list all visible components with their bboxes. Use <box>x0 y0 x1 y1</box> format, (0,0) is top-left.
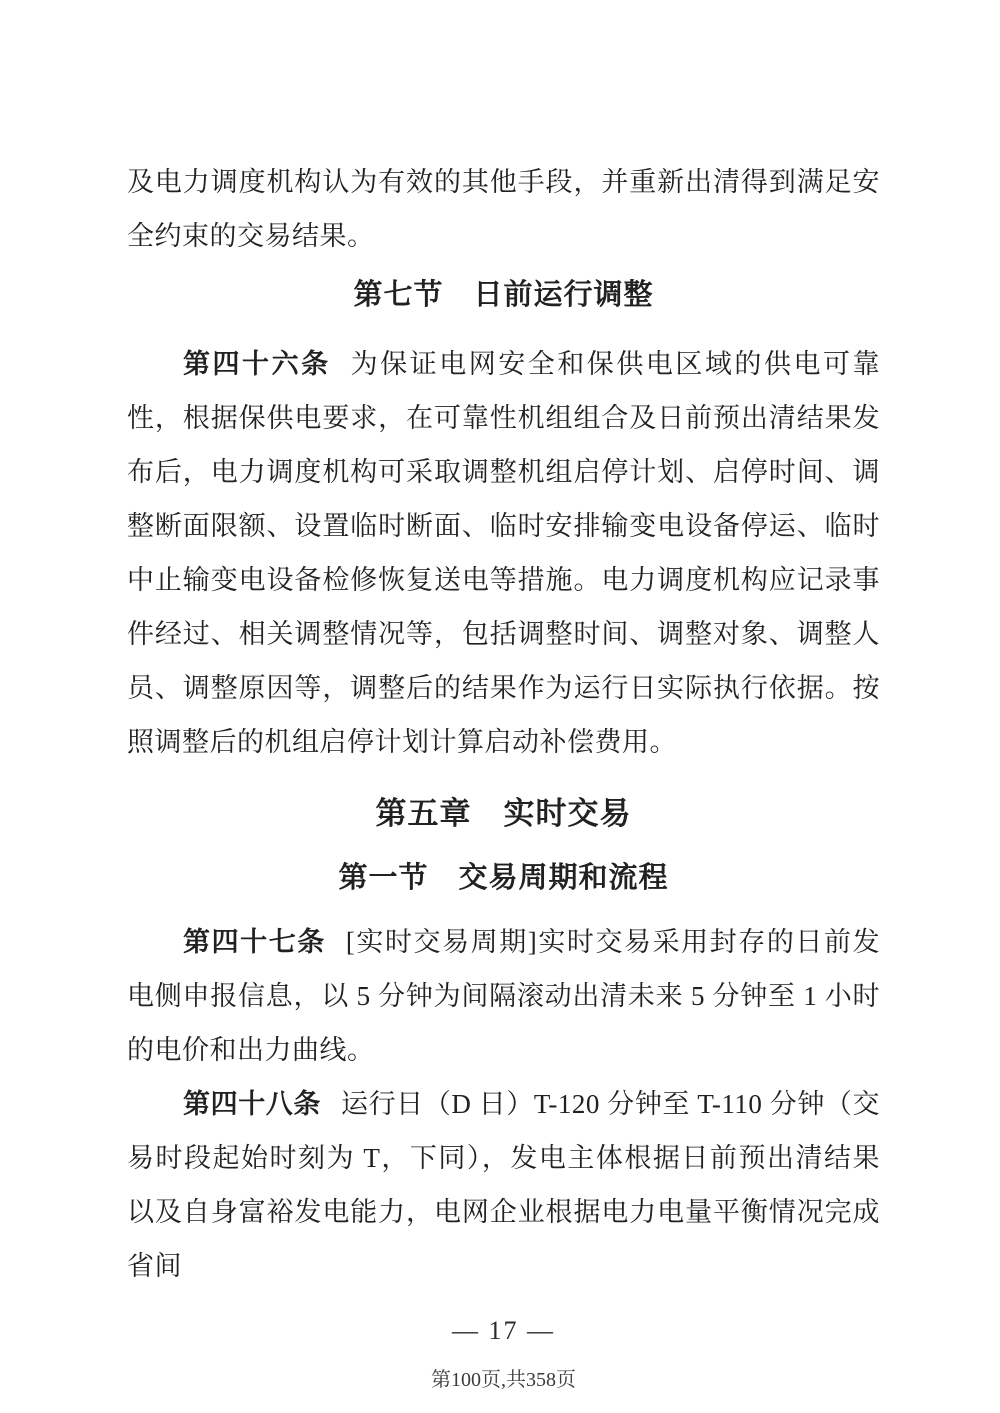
article-47-paragraph <box>127 915 880 1077</box>
article-47-text: [实时交易周期]实时交易采用封存的日前发电侧申报信息，以 5 分钟为间隔滚动出清未来 5 分钟至 1 小时的电价和出力曲线。 <box>127 927 881 1065</box>
article-46-paragraph <box>127 337 880 769</box>
section-7-heading: 第七节 日前运行调整 <box>353 279 654 311</box>
article-46-text: 为保证电网安全和保供电区域的供电可靠性，根据保供电要求，在可靠性机组组合及日前预出清结果发布后，电力调度机构可采取调整机组启停计划、启停时间、调整断面限额、设置临时断面、临时安排输变电设备停运、临时中止输变电设备检修恢复送电等措施。电力调度机构应记录事件经过、相关调整情况等，包括调整时间、调整对象、调整人员、调整原因等，调整后的结果作为运行日实际执行依据。按照调整后的机组启停计划计算启动补偿费用。 <box>127 349 881 757</box>
article-46-label: 第四十六条 <box>183 349 331 379</box>
pagination-footer: 第100页,共358页 <box>431 1369 576 1391</box>
article-48-paragraph <box>127 1077 880 1293</box>
article-48-text: 运行日（D 日）T-120 分钟至 T-110 分钟（交易时段起始时刻为 T，下同），发电主体根据日前预出清结果以及自身富裕发电能力，电网企业根据电力电量平衡情况完成省间 <box>127 1089 881 1281</box>
chapter-5-heading: 第五章 实时交易 <box>375 796 632 831</box>
article-47-label: 第四十七条 <box>183 927 326 957</box>
section-1-heading: 第一节 交易周期和流程 <box>338 862 669 894</box>
page-number: — 17 — <box>452 1316 555 1345</box>
article-48-label: 第四十八条 <box>183 1089 321 1119</box>
paragraph-continuation: 及电力调度机构认为有效的其他手段，并重新出清得到满足安全约束的交易结果。 <box>127 167 880 251</box>
